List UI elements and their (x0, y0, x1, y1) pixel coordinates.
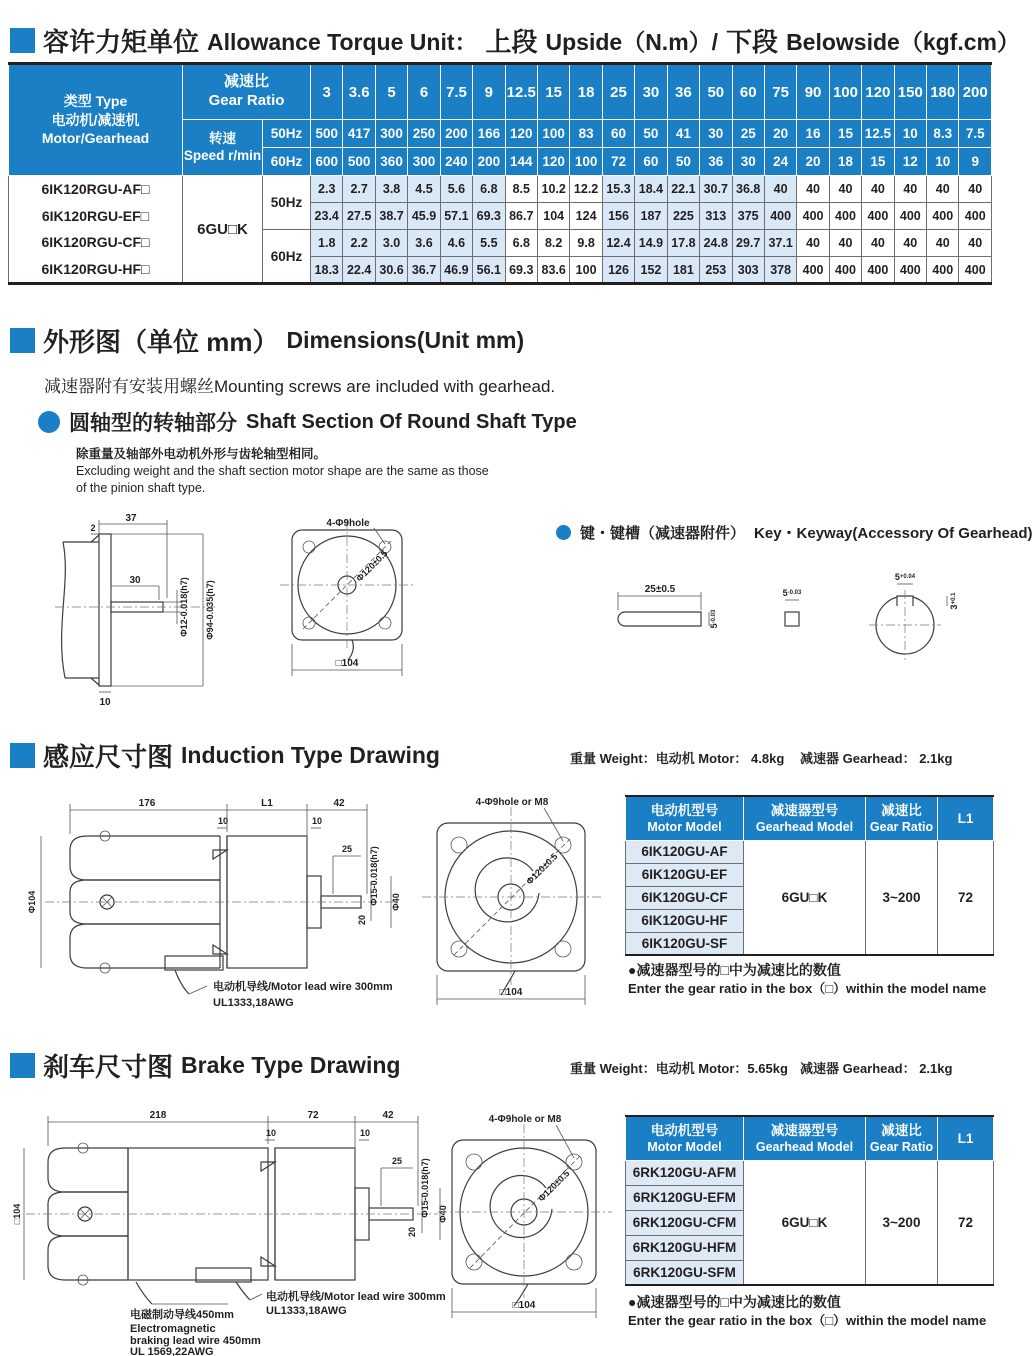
torque-nm-60hz-cell: 3.6 (408, 230, 440, 257)
speed-60hz-cell: 200 (473, 148, 505, 176)
brake-front-view-drawing (430, 1108, 625, 1328)
speed-50hz-cell: 100 (537, 120, 569, 148)
hz50-header: 50Hz (263, 120, 311, 148)
mounting-note-en: Mounting screws are included with gearhead. (214, 377, 556, 396)
torque-kgfcm-50hz-cell: 124 (570, 203, 602, 230)
gearhead-model-header: 减速器型号 Gearhead Model (744, 796, 866, 840)
speed-50hz-cell: 83 (570, 120, 602, 148)
torque-kgfcm-60hz-cell: 30.6 (375, 257, 407, 284)
hz60-row-label: 60Hz (263, 230, 311, 284)
motor-model-header: 电动机型号 Motor Model (626, 1116, 744, 1160)
dim-label: 4-Φ9hole or M8 (488, 1114, 562, 1125)
torque-nm-50hz-cell: 4.5 (408, 176, 440, 203)
dim-label: □104 (499, 987, 523, 998)
torque-nm-50hz-cell: 40 (959, 176, 992, 203)
speed-50hz-cell: 417 (343, 120, 375, 148)
speed-60hz-cell: 72 (602, 148, 634, 176)
dim-label: Φ120±0.5 (524, 851, 560, 887)
torque-nm-50hz-cell: 10.2 (537, 176, 569, 203)
gear-ratio-header-cell: 30 (635, 64, 667, 120)
gear-ratio-header-cell: 3.6 (343, 64, 375, 120)
speed-60hz-cell: 120 (537, 148, 569, 176)
speed-50hz-cell: 166 (473, 120, 505, 148)
torque-nm-60hz-cell: 9.8 (570, 230, 602, 257)
brake-wire-label: Electromagnetic (130, 1323, 216, 1335)
model-cell: 6RK120GU-SFM (626, 1260, 744, 1285)
shaft-note (76, 446, 489, 497)
gearhead-cell: 6GU□K (744, 840, 866, 955)
brake-title (10, 1047, 400, 1084)
lead-wire-label: UL1333,18AWG (266, 1305, 347, 1317)
torque-kgfcm-50hz-cell: 225 (667, 203, 699, 230)
torque-kgfcm-50hz-cell: 400 (797, 203, 829, 230)
gearhead-model-header: 减速器型号 Gearhead Model (744, 1116, 866, 1160)
dim-label: 37 (125, 513, 137, 524)
dim-label: $5^{-0.03}$ (709, 609, 719, 629)
dim-label: 10 (99, 697, 111, 708)
speed-50hz-cell: 10 (894, 120, 926, 148)
lead-wire-label: 电动机导线/Motor lead wire 300mm (266, 1291, 446, 1303)
model-cell: 6RK120GU-CFM (626, 1210, 744, 1235)
gear-ratio-header-cell: 9 (473, 64, 505, 120)
shaft-note-en1: Excluding weight and the shaft section motor shape are the same as those (76, 463, 489, 478)
induction-front-view-drawing (412, 793, 617, 1015)
gear-ratio-header (183, 64, 311, 120)
allowance-torque-table (8, 62, 992, 285)
torque-nm-60hz-cell: 40 (862, 230, 894, 257)
induction-weight-motor: 重量 Weight：电动机 Motor： 4.8kg (570, 751, 785, 766)
speed-60hz-cell: 24 (764, 148, 796, 176)
torque-nm-60hz-cell: 24.8 (700, 230, 732, 257)
torque-kgfcm-60hz-cell: 378 (764, 257, 796, 284)
brake-wire-label: UL 1569,22AWG (130, 1346, 214, 1356)
torque-nm-60hz-cell: 6.8 (505, 230, 537, 257)
speed-60hz-cell: 10 (927, 148, 959, 176)
speed-50hz-cell: 41 (667, 120, 699, 148)
torque-kgfcm-50hz-cell: 400 (862, 203, 894, 230)
title-upside-en: Upside（N.m）/ (545, 29, 719, 55)
gear-ratio-header-cell: 36 (667, 64, 699, 120)
speed-60hz-cell: 240 (440, 148, 472, 176)
dim-label: $5^{+0.04}$ (894, 572, 916, 582)
speed-60hz-cell: 300 (408, 148, 440, 176)
speed-50hz-cell: 12.5 (862, 120, 894, 148)
motor-models-cell (9, 176, 183, 284)
blue-square-icon (10, 1053, 35, 1078)
speed-cjk: 转速 (209, 130, 236, 146)
gear-ratio-header-cell: 60 (732, 64, 764, 120)
torque-nm-50hz-cell: 40 (829, 176, 861, 203)
blue-square-icon (10, 328, 35, 353)
torque-kgfcm-50hz-cell: 27.5 (343, 203, 375, 230)
gear-ratio-header-cell: 15 (537, 64, 569, 120)
torque-kgfcm-50hz-cell: 86.7 (505, 203, 537, 230)
speed-60hz-cell: 60 (635, 148, 667, 176)
torque-nm-60hz-cell: 4.6 (440, 230, 472, 257)
gear-ratio-header: 减速比 Gear Ratio (866, 796, 938, 840)
mounting-note-cjk: 减速器附有安装用螺丝 (44, 377, 214, 396)
dim-label: Φ40 (391, 893, 401, 911)
speed-60hz-cell: 600 (311, 148, 343, 176)
torque-nm-60hz-cell: 40 (894, 230, 926, 257)
speed-50hz-cell: 250 (408, 120, 440, 148)
torque-kgfcm-60hz-cell: 18.3 (311, 257, 343, 284)
brake-model-table (625, 1115, 994, 1286)
gear-ratio-header-cell: 6 (408, 64, 440, 120)
title-belowside-en: Belowside（kgf.cm） (786, 29, 1020, 55)
gear-ratio-header: 减速比 Gear Ratio (866, 1116, 938, 1160)
note-en: Enter the gear ratio in the box（□）within the model name (628, 981, 987, 997)
torque-nm-60hz-cell: 3.0 (375, 230, 407, 257)
induction-side-view-drawing (25, 788, 410, 1020)
torque-kgfcm-50hz-cell: 45.9 (408, 203, 440, 230)
speed-60hz-cell: 20 (797, 148, 829, 176)
torque-kgfcm-60hz-cell: 400 (927, 257, 959, 284)
torque-nm-50hz-cell: 40 (927, 176, 959, 203)
speed-50hz-cell: 20 (764, 120, 796, 148)
torque-kgfcm-50hz-cell: 23.4 (311, 203, 343, 230)
induction-table-note (628, 960, 986, 999)
l1-cell: 72 (938, 1160, 994, 1285)
torque-kgfcm-60hz-cell: 69.3 (505, 257, 537, 284)
gear-ratio-en: Gear Ratio (208, 92, 285, 109)
torque-nm-60hz-cell: 14.9 (635, 230, 667, 257)
gearhead-model-cell: 6GU□K (183, 176, 263, 284)
torque-nm-60hz-cell: 40 (829, 230, 861, 257)
induction-title-cjk: 感应尺寸图 (43, 742, 174, 772)
shaft-section-heading (38, 407, 577, 437)
torque-kgfcm-50hz-cell: 69.3 (473, 203, 505, 230)
speed-60hz-cell: 36 (700, 148, 732, 176)
motor-gearhead-en: Motor/Gearhead (41, 130, 150, 147)
speed-60hz-cell: 30 (732, 148, 764, 176)
hz50-row-label: 50Hz (263, 176, 311, 230)
speed-50hz-cell: 300 (375, 120, 407, 148)
torque-nm-60hz-cell: 2.2 (343, 230, 375, 257)
dim-label: Φ120±0.5 (536, 1168, 572, 1204)
type-header-cell (9, 64, 183, 176)
torque-nm-50hz-cell: 12.2 (570, 176, 602, 203)
torque-kgfcm-60hz-cell: 400 (959, 257, 992, 284)
mounting-screws-note (44, 372, 555, 397)
speed-en: Speed r/min (183, 147, 262, 163)
torque-kgfcm-50hz-cell: 375 (732, 203, 764, 230)
gear-ratio-header-cell: 12.5 (505, 64, 537, 120)
gear-ratio-header-cell: 200 (959, 64, 992, 120)
gear-ratio-header-cell: 3 (311, 64, 343, 120)
dim-label: □104 (335, 658, 359, 669)
shaft-note-en2: of the pinion shaft type. (76, 480, 206, 495)
gear-ratio-header-cell: 5 (375, 64, 407, 120)
torque-nm-50hz-cell: 36.8 (732, 176, 764, 203)
torque-nm-50hz-cell: 5.6 (440, 176, 472, 203)
torque-nm-60hz-cell: 40 (927, 230, 959, 257)
torque-nm-60hz-cell: 40 (797, 230, 829, 257)
dim-label: 218 (149, 1110, 167, 1121)
dim-label: Φ40 (438, 1205, 448, 1223)
speed-60hz-cell: 50 (667, 148, 699, 176)
lead-wire-label: UL1333,18AWG (213, 997, 294, 1009)
torque-kgfcm-60hz-cell: 400 (797, 257, 829, 284)
speed-60hz-cell: 12 (894, 148, 926, 176)
brake-weight-gearhead: 减速器 Gearhead： 2.1kg (800, 1061, 953, 1076)
brake-wire-label: braking lead wire 450mm (130, 1335, 261, 1347)
dim-label: 25 (391, 1156, 403, 1166)
torque-nm-60hz-cell: 12.4 (602, 230, 634, 257)
gear-ratio-header-cell: 7.5 (440, 64, 472, 120)
dim-label: 42 (333, 798, 345, 809)
induction-title-en: Induction Type Drawing (181, 742, 440, 768)
torque-kgfcm-50hz-cell: 400 (959, 203, 992, 230)
torque-nm-60hz-cell: 40 (959, 230, 992, 257)
torque-kgfcm-50hz-cell: 104 (537, 203, 569, 230)
dim-label: 10 (311, 816, 323, 826)
key-heading-en: Key・Keyway(Accessory Of Gearhead) (754, 525, 1032, 542)
torque-nm-60hz-cell: 37.1 (764, 230, 796, 257)
torque-nm-50hz-cell: 40 (797, 176, 829, 203)
torque-kgfcm-50hz-cell: 38.7 (375, 203, 407, 230)
gear-ratio-cjk: 减速比 (224, 73, 270, 91)
torque-nm-60hz-cell: 1.8 (311, 230, 343, 257)
gear-ratio-header-cell: 25 (602, 64, 634, 120)
title-belowside-cjk: 下段 (726, 27, 779, 57)
note-cjk: ●减速器型号的□中为减速比的数值 (628, 962, 841, 978)
dim-label: Φ15-0.018(h7) (420, 1158, 430, 1218)
speed-60hz-cell: 144 (505, 148, 537, 176)
speed-50hz-cell: 16 (797, 120, 829, 148)
dimensions-title (10, 322, 524, 359)
model-cell: 6IK120GU-CF (626, 886, 744, 909)
dim-label: 4-Φ9hole (326, 518, 370, 529)
dim-label: 25±0.5 (644, 584, 676, 595)
motor-model: 6IK120RGU-HF□ (41, 260, 150, 277)
dim-label: 20 (407, 1226, 417, 1238)
title-cjk: 容许力矩单位 (43, 27, 200, 57)
speed-50hz-cell: 60 (602, 120, 634, 148)
brake-weight-motor: 重量 Weight：电动机 Motor：5.65kg (570, 1061, 788, 1076)
torque-nm-60hz-cell: 8.2 (537, 230, 569, 257)
dim-label: 30 (129, 575, 141, 586)
dim-label: 176 (138, 798, 156, 809)
dim-label: 25 (341, 844, 353, 854)
gear-ratio-header-cell: 100 (829, 64, 861, 120)
dimensions-title-en: Dimensions(Unit mm) (286, 327, 525, 353)
speed-60hz-cell: 500 (343, 148, 375, 176)
dim-label: 4-Φ9hole or M8 (475, 797, 549, 808)
torque-nm-50hz-cell: 40 (862, 176, 894, 203)
speed-50hz-cell: 50 (635, 120, 667, 148)
speed-50hz-cell: 120 (505, 120, 537, 148)
torque-kgfcm-50hz-cell: 57.1 (440, 203, 472, 230)
model-cell: 6RK120GU-EFM (626, 1185, 744, 1210)
torque-nm-60hz-cell: 5.5 (473, 230, 505, 257)
note-cjk: ●减速器型号的□中为减速比的数值 (628, 1294, 841, 1310)
l1-cell: 72 (938, 840, 994, 955)
dim-label: 10 (359, 1128, 371, 1138)
motor-model-header: 电动机型号 Motor Model (626, 796, 744, 840)
torque-nm-50hz-cell: 15.3 (602, 176, 634, 203)
dim-label: $5^{-0.03}$ (782, 588, 802, 598)
blue-square-icon (10, 743, 35, 768)
torque-nm-50hz-cell: 3.8 (375, 176, 407, 203)
torque-kgfcm-50hz-cell: 400 (894, 203, 926, 230)
dim-label: $3^{+0.1}$ (949, 592, 959, 610)
torque-kgfcm-60hz-cell: 83.6 (537, 257, 569, 284)
motor-gearhead-cjk: 电动机/减速机 (51, 111, 140, 128)
shaft-heading-cjk: 圆轴型的转轴部分 (69, 412, 237, 435)
blue-dot-icon (556, 525, 571, 540)
speed-60hz-cell: 18 (829, 148, 861, 176)
title-en: Allowance Torque Unit： (207, 29, 478, 55)
torque-kgfcm-60hz-cell: 56.1 (473, 257, 505, 284)
dim-label: Φ94-0.035(h7) (205, 580, 215, 640)
torque-kgfcm-60hz-cell: 253 (700, 257, 732, 284)
key-heading-cjk: 键・键槽（减速器附件） (580, 525, 746, 542)
dim-label: 42 (382, 1110, 394, 1121)
dim-label: Φ120±0.5 (354, 548, 390, 584)
torque-kgfcm-50hz-cell: 400 (829, 203, 861, 230)
type-label: 类型 Type (63, 92, 128, 109)
torque-kgfcm-60hz-cell: 400 (894, 257, 926, 284)
key-keyway-heading (556, 522, 1032, 543)
torque-nm-60hz-cell: 17.8 (667, 230, 699, 257)
torque-nm-60hz-cell: 29.7 (732, 230, 764, 257)
induction-model-table (625, 795, 994, 956)
model-cell: 6RK120GU-HFM (626, 1235, 744, 1260)
torque-nm-50hz-cell: 40 (894, 176, 926, 203)
brake-title-en: Brake Type Drawing (181, 1052, 401, 1078)
dim-label: □104 (512, 1300, 536, 1311)
model-cell: 6IK120GU-EF (626, 863, 744, 886)
lead-wire-label: 电动机导线/Motor lead wire 300mm (213, 981, 393, 993)
title-upside-cjk: 上段 (485, 27, 538, 57)
torque-nm-50hz-cell: 22.1 (667, 176, 699, 203)
gear-ratio-header-cell: 50 (700, 64, 732, 120)
shaft-heading-en: Shaft Section Of Round Shaft Type (246, 410, 577, 433)
shaft-note-cjk: 除重量及轴部外电动机外形与齿轮轴型相同。 (76, 447, 327, 461)
gear-ratio-header-cell: 75 (764, 64, 796, 120)
l1-header: L1 (938, 796, 994, 840)
torque-kgfcm-60hz-cell: 36.7 (408, 257, 440, 284)
torque-kgfcm-60hz-cell: 400 (829, 257, 861, 284)
motor-model: 6IK120RGU-AF□ (41, 181, 150, 197)
brake-title-cjk: 刹车尺寸图 (43, 1052, 174, 1082)
speed-50hz-cell: 15 (829, 120, 861, 148)
dim-label: Φ104 (27, 890, 37, 914)
speed-60hz-cell: 100 (570, 148, 602, 176)
speed-60hz-cell: 9 (959, 148, 992, 176)
dim-label: Φ15-0.018(h7) (369, 846, 379, 906)
torque-kgfcm-60hz-cell: 46.9 (440, 257, 472, 284)
torque-kgfcm-60hz-cell: 22.4 (343, 257, 375, 284)
speed-50hz-cell: 500 (311, 120, 343, 148)
torque-nm-50hz-cell: 40 (764, 176, 796, 203)
speed-50hz-cell: 7.5 (959, 120, 992, 148)
brake-side-view-drawing (12, 1098, 448, 1356)
key-keyway-drawing (585, 552, 985, 667)
note-en: Enter the gear ratio in the box（□）within the model name (628, 1313, 987, 1329)
l1-header: L1 (938, 1116, 994, 1160)
dimensions-title-cjk: 外形图（单位 mm） (43, 327, 279, 357)
speed-50hz-cell: 200 (440, 120, 472, 148)
torque-kgfcm-60hz-cell: 303 (732, 257, 764, 284)
torque-kgfcm-60hz-cell: 400 (862, 257, 894, 284)
torque-kgfcm-60hz-cell: 100 (570, 257, 602, 284)
dim-label: 2 (90, 523, 96, 533)
gearhead-cell: 6GU□K (744, 1160, 866, 1285)
dim-label: Φ12-0.018(h7) (179, 577, 189, 637)
induction-title (10, 737, 440, 774)
torque-nm-50hz-cell: 8.5 (505, 176, 537, 203)
motor-model: 6IK120RGU-CF□ (41, 234, 150, 251)
torque-kgfcm-50hz-cell: 187 (635, 203, 667, 230)
torque-kgfcm-50hz-cell: 156 (602, 203, 634, 230)
blue-square-icon (10, 28, 35, 53)
gear-ratio-header-cell: 120 (862, 64, 894, 120)
torque-nm-50hz-cell: 6.8 (473, 176, 505, 203)
model-cell: 6IK120GU-HF (626, 909, 744, 932)
dim-label: L1 (261, 798, 273, 809)
speed-60hz-cell: 15 (862, 148, 894, 176)
hz60-header: 60Hz (263, 148, 311, 176)
speed-50hz-cell: 8.3 (927, 120, 959, 148)
gear-ratio-header-cell: 180 (927, 64, 959, 120)
torque-kgfcm-60hz-cell: 152 (635, 257, 667, 284)
torque-kgfcm-60hz-cell: 126 (602, 257, 634, 284)
blue-dot-icon (38, 411, 60, 433)
torque-nm-50hz-cell: 2.3 (311, 176, 343, 203)
torque-nm-50hz-cell: 18.4 (635, 176, 667, 203)
gear-ratio-header-cell: 90 (797, 64, 829, 120)
speed-50hz-cell: 25 (732, 120, 764, 148)
speed-60hz-cell: 360 (375, 148, 407, 176)
dim-label: 10 (265, 1128, 277, 1138)
ratio-cell: 3~200 (866, 1160, 938, 1285)
model-cell: 6RK120GU-AFM (626, 1160, 744, 1185)
model-cell: 6IK120GU-AF (626, 840, 744, 863)
speed-50hz-cell: 30 (700, 120, 732, 148)
torque-kgfcm-50hz-cell: 400 (927, 203, 959, 230)
induction-weight-gearhead: 减速器 Gearhead： 2.1kg (800, 751, 953, 766)
brake-wire-label: 电磁制动导线450mm (130, 1309, 234, 1321)
round-shaft-side-view-drawing (55, 512, 225, 710)
dim-label: 72 (307, 1110, 319, 1121)
speed-header (183, 120, 263, 176)
torque-nm-50hz-cell: 2.7 (343, 176, 375, 203)
dim-label: 10 (217, 816, 229, 826)
allowance-torque-title (10, 22, 1020, 59)
torque-kgfcm-50hz-cell: 400 (764, 203, 796, 230)
ratio-cell: 3~200 (866, 840, 938, 955)
model-cell: 6IK120GU-SF (626, 932, 744, 955)
motor-model: 6IK120RGU-EF□ (41, 207, 150, 224)
torque-nm-50hz-cell: 30.7 (700, 176, 732, 203)
gear-ratio-header-cell: 150 (894, 64, 926, 120)
gear-ratio-header-cell: 18 (570, 64, 602, 120)
brake-table-note (628, 1292, 986, 1331)
torque-kgfcm-60hz-cell: 181 (667, 257, 699, 284)
round-shaft-front-view-drawing (278, 518, 418, 698)
torque-kgfcm-50hz-cell: 313 (700, 203, 732, 230)
dim-label: □104 (12, 1203, 22, 1225)
dim-label: 20 (357, 914, 367, 926)
